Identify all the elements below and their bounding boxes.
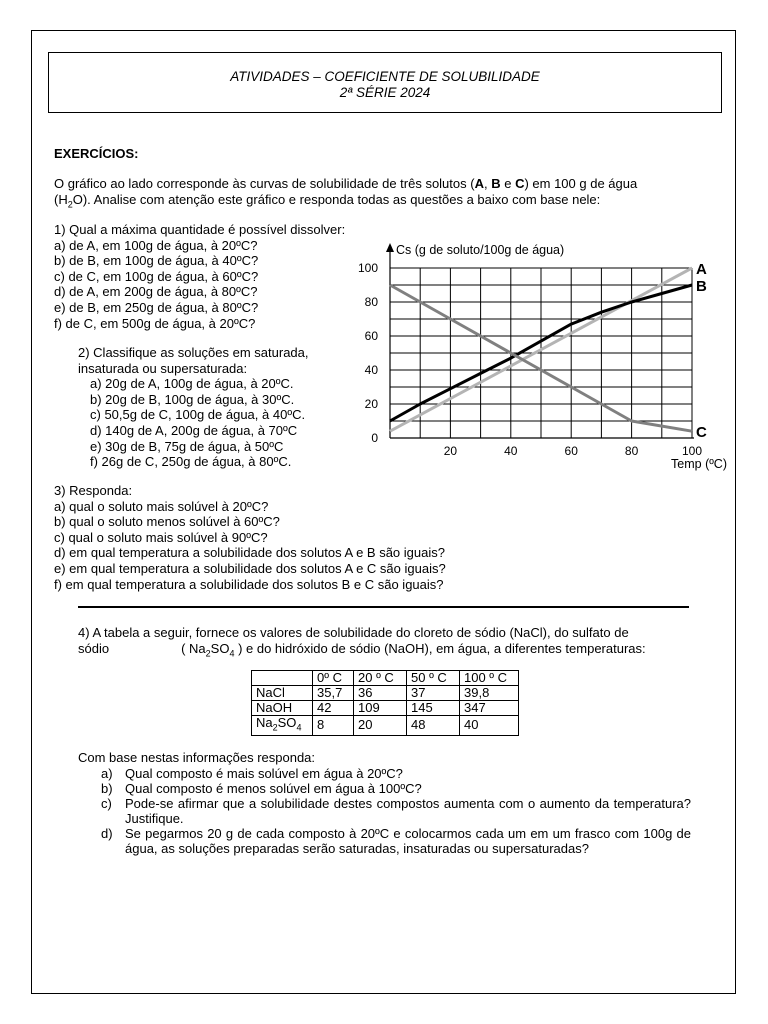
question-1 [54, 222, 345, 331]
q1-item: c) de C, em 100g de água, à 60ºC? [54, 268, 259, 284]
x-tick-label: 80 [624, 444, 639, 458]
table-cell: 347 [460, 701, 519, 716]
q1-heading: 1) Qual a máxima quantidade é possível dissolver: [54, 222, 346, 237]
q3-item: e) em qual temperatura a solubilidade dos solutos A e C são iguais? [54, 560, 446, 576]
intro-line-1 [54, 176, 637, 192]
table-cell: NaOH [252, 701, 313, 716]
q1-item: b) de B, em 100g de água, à 40ºC? [54, 253, 259, 269]
y-tick-label: 40 [364, 363, 378, 377]
q1-item: a) de A, em 100g de água, à 20ºC? [54, 237, 258, 253]
q4-question [101, 766, 691, 781]
q3-item: c) qual o soluto mais solúvel à 90ºC? [54, 529, 268, 545]
table-cell: 8 [313, 716, 354, 736]
page-subtitle: 2ª SÉRIE 2024 [339, 85, 431, 100]
q2-heading-1: 2) Classifique as soluções em saturada, [78, 345, 309, 360]
q1-item: f) de C, em 500g de água, à 20ºC? [54, 315, 256, 331]
table-row [252, 686, 519, 701]
y-tick-label: 60 [364, 329, 378, 343]
table-header-row [252, 671, 519, 686]
table-cell: 109 [354, 701, 407, 716]
table-cell: NaCl [252, 686, 313, 701]
x-tick-label: 60 [564, 444, 578, 458]
table-cell: 39,8 [460, 686, 519, 701]
x-tick-label: 100 [681, 444, 703, 458]
q4-followup: Com base nestas informações responda: [78, 750, 316, 765]
q4-questions [101, 766, 691, 856]
q2-item: d) 140g de A, 200g de água, à 70ºC [90, 422, 298, 438]
q4-text-b: ( Na [181, 640, 206, 656]
series-label-a: A [696, 261, 707, 278]
title-box [48, 52, 722, 113]
intro-text-b: ) em 100 g de água [524, 176, 638, 191]
intro-solute-a: A [474, 176, 484, 191]
table-row [252, 701, 519, 716]
q2-item: c) 50,5g de C, 100g de água, à 40ºC. [90, 407, 306, 423]
q3-heading: 3) Responda: [54, 483, 133, 498]
x-axis-title: Temp (ºC) [671, 457, 727, 471]
table-cell: 35,7 [313, 686, 354, 701]
table-cell [252, 716, 313, 736]
question-3 [54, 483, 446, 592]
exercises-heading: EXERCÍCIOS: [54, 146, 139, 161]
intro-text-d: O). Analise com atenção este gráfico e responda todas as questões a baixo com base nele: [72, 191, 601, 207]
q4-question [101, 826, 691, 856]
q4-text-d: ) e do hidróxido de sódio (NaOH), em água, a diferentes temperaturas: [234, 640, 646, 656]
intro-text-c: (H [54, 191, 68, 207]
q1-item: e) de B, em 250g de água, à 80ºC? [54, 299, 259, 315]
x-tick-label: 40 [504, 444, 518, 458]
table-cell: 20 º C [354, 671, 407, 686]
na2so4-na: Na [256, 715, 273, 730]
y-tick-label: 80 [364, 295, 378, 309]
q4-text-a: sódio [78, 640, 110, 656]
intro-solute-c: C [515, 176, 525, 191]
q4-question-label: a) [101, 766, 113, 781]
q2-item: e) 30g de B, 75g de água, à 50ºC [90, 438, 284, 454]
q4-text-c: SO [210, 640, 230, 656]
table-cell: 100 º C [460, 671, 519, 686]
table-cell: 0º C [313, 671, 354, 686]
q1-item: d) de A, em 200g de água, à 80ºC? [54, 284, 258, 300]
q2-item: a) 20g de A, 100g de água, à 20ºC. [90, 376, 294, 392]
intro-comma: , [483, 176, 492, 191]
table-cell [252, 671, 313, 686]
q4-question-text: Qual composto é mais solúvel em água à 20ºC? [125, 766, 403, 781]
q4-question-label: d) [101, 826, 113, 841]
q4-question [101, 781, 691, 796]
y-tick-label: 100 [357, 261, 378, 275]
na2so4-sub-2: 4 [296, 722, 302, 733]
series-label-b: B [696, 278, 707, 295]
table-cell: 145 [407, 701, 460, 716]
q4-question [101, 796, 691, 826]
q4-line-2 [78, 641, 646, 662]
intro-line-2 [54, 192, 637, 213]
intro-sub: 2 [67, 199, 73, 210]
page-title: ATIVIDADES – COEFICIENTE DE SOLUBILIDADE [230, 69, 540, 84]
table-cell: 36 [354, 686, 407, 701]
na2so4-sub-1: 2 [272, 722, 278, 733]
series-label-c: C [696, 424, 707, 442]
q2-item: b) 20g de B, 100g de água, à 30ºC. [90, 391, 295, 407]
intro-solute-b: B [491, 176, 501, 191]
intro-e: e [500, 176, 516, 191]
q2-item: f) 26g de C, 250g de água, à 80ºC. [90, 454, 292, 470]
table-cell: 42 [313, 701, 354, 716]
na2so4-so: SO [277, 715, 297, 730]
question-4-intro [78, 625, 646, 662]
intro-paragraph [54, 176, 637, 213]
y-tick-label: 20 [364, 397, 378, 411]
question-2 [78, 345, 309, 470]
table-cell: 20 [354, 716, 407, 736]
intro-text-a: O gráfico ao lado corresponde às curvas de solubilidade de três solutos ( [54, 176, 475, 191]
y-axis-title: Cs (g de soluto/100g de água) [396, 243, 565, 257]
q4-question-label: b) [101, 781, 113, 796]
q4-question-label: c) [101, 796, 112, 811]
q3-item: d) em qual temperatura a solubilidade dos solutos A e B são iguais? [54, 545, 445, 561]
table-cell: 50 º C [407, 671, 460, 686]
table-row [252, 716, 519, 736]
q4-question-text: Qual composto é menos solúvel em água à 100ºC? [125, 781, 422, 796]
y-tick-label: 0 [371, 431, 378, 445]
q4-sub-2: 4 [229, 648, 235, 659]
x-tick-label: 20 [443, 444, 458, 458]
solubility-chart [340, 238, 740, 473]
table-cell: 48 [407, 716, 460, 736]
y-axis-arrow-icon [386, 243, 394, 252]
section-divider [78, 606, 689, 608]
q2-heading-2: insaturada ou supersaturada: [78, 360, 248, 376]
q4-line-1: 4) A tabela a seguir, fornece os valores de solubilidade do cloreto de sódio (NaCl), do sulfato de [78, 625, 629, 640]
table-cell: 37 [407, 686, 460, 701]
q3-item: f) em qual temperatura a solubilidade dos solutos B e C são iguais? [54, 576, 444, 592]
solubility-table [251, 670, 519, 736]
table-cell: 40 [460, 716, 519, 736]
q4-question-text: Se pegarmos 20 g de cada composto à 20ºC e colocarmos cada um em um frasco com 100g de água, as soluções preparadas serão saturadas, insaturadas ou supersaturadas? [125, 826, 691, 856]
q3-item: b) qual o soluto menos solúvel à 60ºC? [54, 514, 280, 530]
q4-question-text: Pode-se afirmar que a solubilidade destes compostos aumenta com o aumento da temperatura? Justifique. [125, 796, 691, 826]
q3-item: a) qual o soluto mais solúvel à 20ºC? [54, 498, 269, 514]
q4-sub-1: 2 [205, 648, 211, 659]
